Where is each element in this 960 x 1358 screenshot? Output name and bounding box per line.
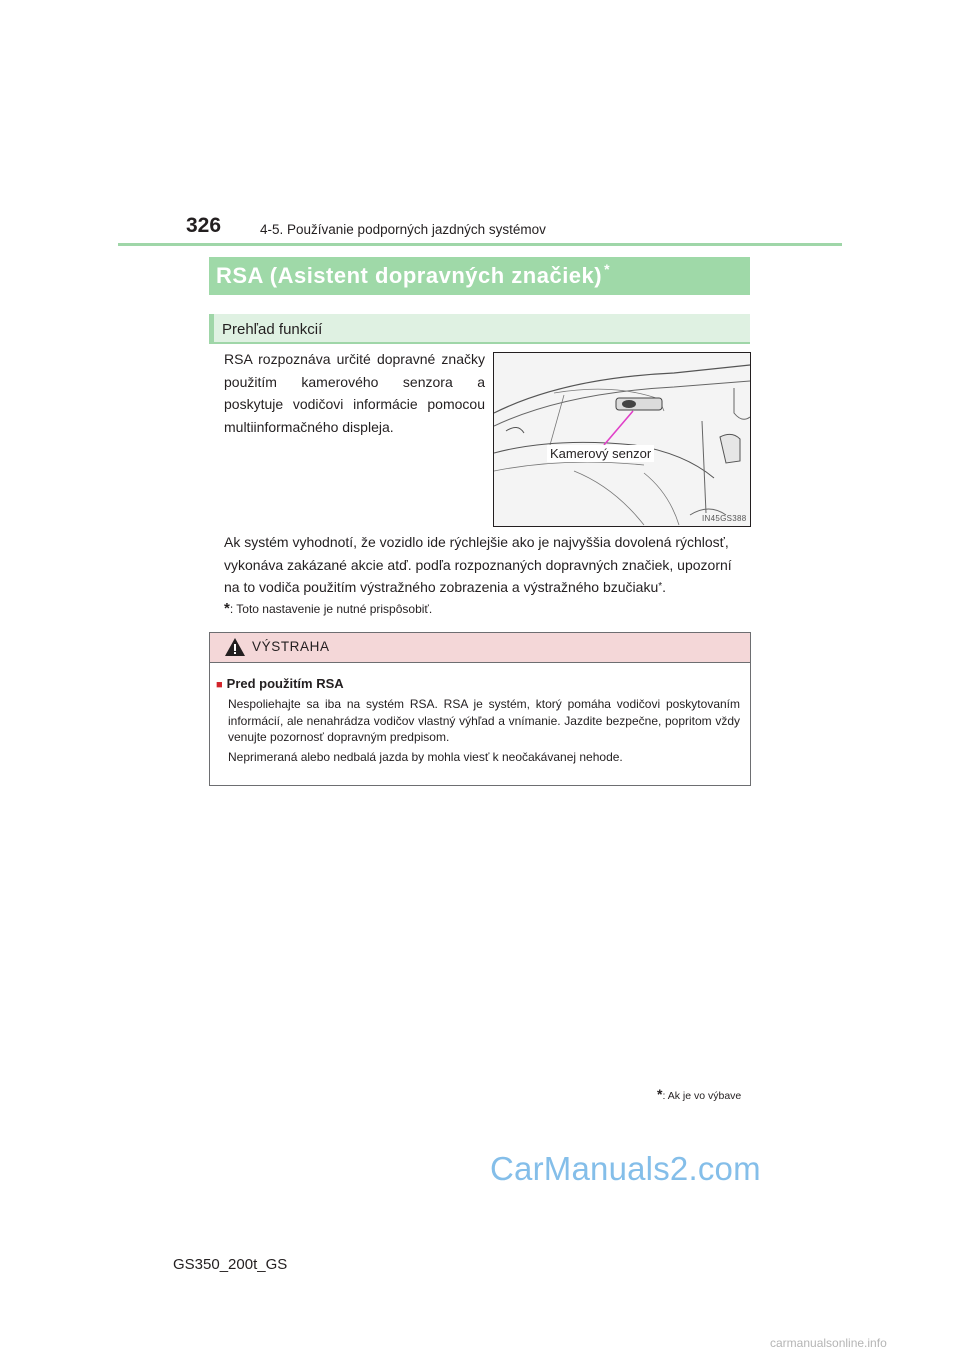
header-divider: [118, 243, 842, 246]
subsection-accent: [209, 314, 214, 344]
footnote-mark: *: [657, 1086, 663, 1102]
availability-footnote: [657, 1086, 741, 1102]
section-title: [216, 263, 610, 289]
body-paragraph-text: Ak systém vyhodnotí, že vozidlo ide rýchlejšie ako je najvyššia dovolená rýchlosť, vykonáva zakázané akcie atď. podľa rozpoznaných dopravných značiek, upozorní na to vodiča použitím výstražného zobrazenia a výstražného bzučiaku: [224, 534, 732, 595]
section-title-text: RSA (Asistent dopravných značiek): [216, 263, 603, 288]
warning-triangle-icon: [224, 637, 246, 657]
watermark-site: carmanualsonline.info: [770, 1336, 887, 1350]
model-code: GS350_200t_GS: [173, 1256, 288, 1273]
warning-text-secondary: Neprimeraná alebo nedbalá jazda by mohla viesť k neočakávanej nehode.: [228, 750, 623, 764]
chapter-title: 4-5. Používanie podporných jazdných systémov: [260, 222, 546, 237]
availability-mark: *: [604, 261, 611, 277]
note-mark: *: [224, 600, 230, 617]
body-paragraph: [224, 531, 750, 599]
figure-callout-label: Kamerový senzor: [547, 445, 654, 462]
intro-paragraph: RSA rozpoznáva určité dopravné značky použitím kamerového senzora a poskytuje vodičovi informácie pomocou multiinformačného displeja.: [224, 351, 485, 435]
car-interior-illustration: [494, 353, 750, 526]
customization-note: [224, 600, 432, 617]
customize-mark: *: [658, 581, 663, 592]
page-number: 326: [186, 214, 222, 237]
watermark-logo: CarManuals2.com: [490, 1150, 761, 1187]
warning-item-title-text: Pred použitím RSA: [226, 676, 344, 691]
camera-sensor-figure: [493, 352, 751, 527]
footnote-text: : Ak je vo výbave: [662, 1090, 742, 1102]
warning-title: VÝSTRAHA: [252, 639, 330, 654]
warning-text: Nespoliehajte sa iba na systém RSA. RSA je systém, ktorý pomáha vodičovi poskytovaním informácií, ale nenahrádza vodičov vlastný výhľad a vnímanie. Jazdite bezpečne, popritom vždy venujte pozornosť dopravným predpisom.: [228, 697, 740, 744]
square-bullet-icon: ■: [216, 679, 223, 691]
subsection-title: Prehľad funkcií: [222, 321, 323, 338]
figure-code: IN45GS388: [702, 514, 747, 523]
warning-item-title: [216, 676, 344, 691]
body-paragraph-end: .: [662, 579, 667, 595]
note-text: : Toto nastavenie je nutné prispôsobiť.: [229, 602, 433, 616]
